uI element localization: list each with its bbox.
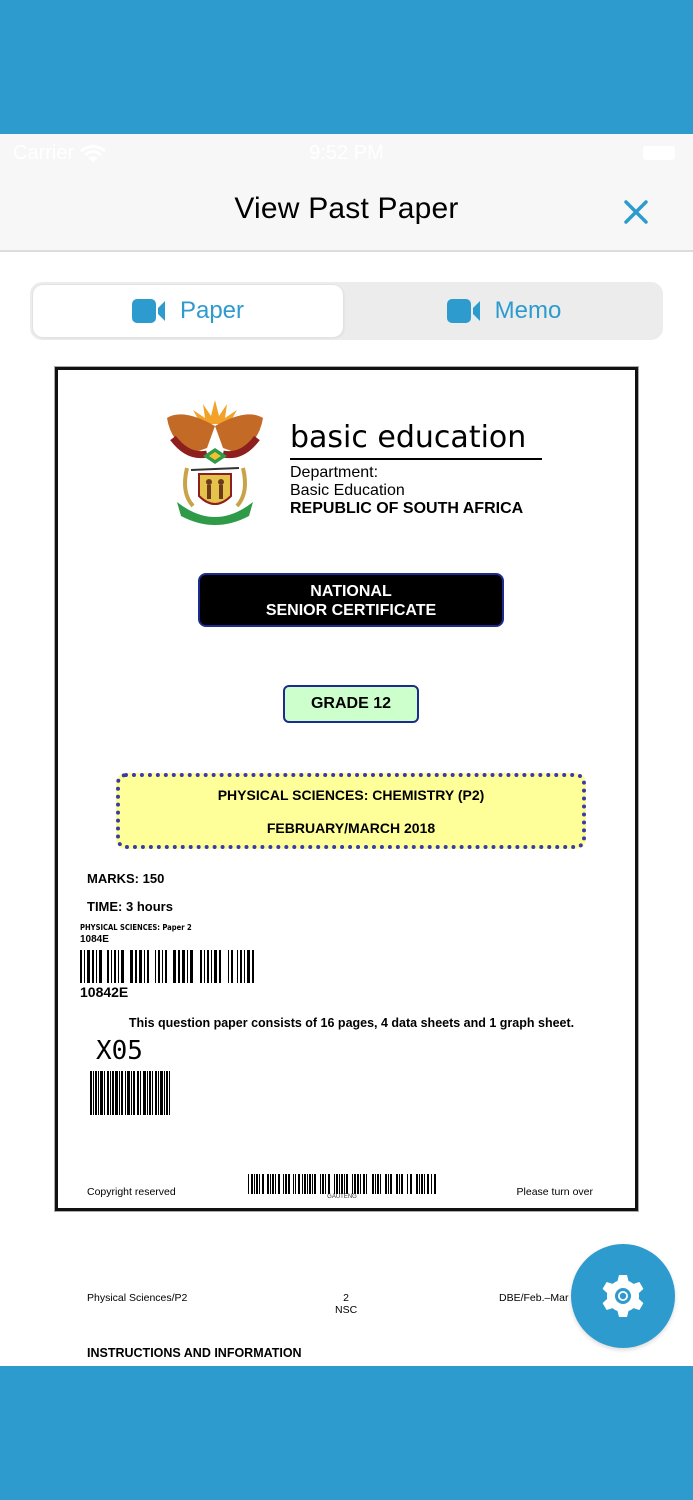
page2-number: 2 [343,1292,349,1304]
copyright-text: Copyright reserved [87,1186,176,1198]
page2-nsc: NSC [335,1304,358,1316]
gear-icon [599,1272,647,1320]
page2-number-block [335,1292,357,1316]
logo-rule [290,458,542,460]
page-title: View Past Paper [234,192,459,225]
please-turn-over-text: Please turn over [516,1186,593,1198]
app-screen [0,134,693,1366]
close-button[interactable] [621,197,651,227]
grade-box: GRADE 12 [283,685,419,723]
certificate-line2: SENIOR CERTIFICATE [265,602,437,619]
tab-memo[interactable] [348,285,660,337]
department-block [290,464,523,518]
status-bar [0,134,693,174]
page2-subject: Physical Sciences/P2 [87,1292,188,1304]
barcode-icon [248,1174,436,1194]
x-code: X05 [96,1036,143,1066]
navigation-bar [0,174,693,252]
instructions-heading: INSTRUCTIONS AND INFORMATION [87,1346,302,1360]
certificate-line1: NATIONAL [310,583,392,600]
page2-dbe: DBE/Feb.–Mar [499,1292,569,1304]
bottom-frame-band [0,1366,693,1500]
basic-education-logo-text: basic education [290,420,527,455]
video-camera-icon [132,298,176,324]
tab-paper[interactable] [33,285,343,337]
barcode-label: PHYSICAL SCIENCES: Paper 2 [80,923,192,932]
tab-memo-label: Memo [494,297,562,324]
top-frame-band [0,0,693,134]
close-icon [621,197,651,227]
battery-icon [643,146,675,160]
country-name: REPUBLIC OF SOUTH AFRICA [290,500,524,517]
settings-fab-button[interactable] [571,1244,675,1348]
certificate-box [198,573,504,627]
paper-memo-segmented-control [30,282,663,340]
department-line2: Basic Education [290,482,405,499]
exam-session: FEBRUARY/MARCH 2018 [266,820,436,836]
barcode-icon [80,950,256,983]
marks-text: MARKS: 150 [87,871,165,886]
department-line1: Department: [290,464,379,481]
carrier-label: Carrier [13,142,75,164]
barcode-code: 1084E [80,934,109,945]
paper-composition-text: This question paper consists of 16 pages, 4 data sheets and 1 graph sheet. [128,1016,575,1030]
subject-title: PHYSICAL SCIENCES: CHEMISTRY (P2) [217,787,485,803]
video-camera-icon [447,298,491,324]
document-page-1[interactable] [55,367,638,1211]
subject-box [116,773,586,849]
barcode-icon [90,1071,170,1115]
time-text: TIME: 3 hours [87,899,173,914]
tab-paper-label: Paper [179,297,245,324]
status-time: 9:52 PM [309,142,384,164]
coat-of-arms-icon [163,398,267,528]
barcode-number: 10842E [80,984,129,1000]
province-label: GAUTENG [327,1194,357,1200]
